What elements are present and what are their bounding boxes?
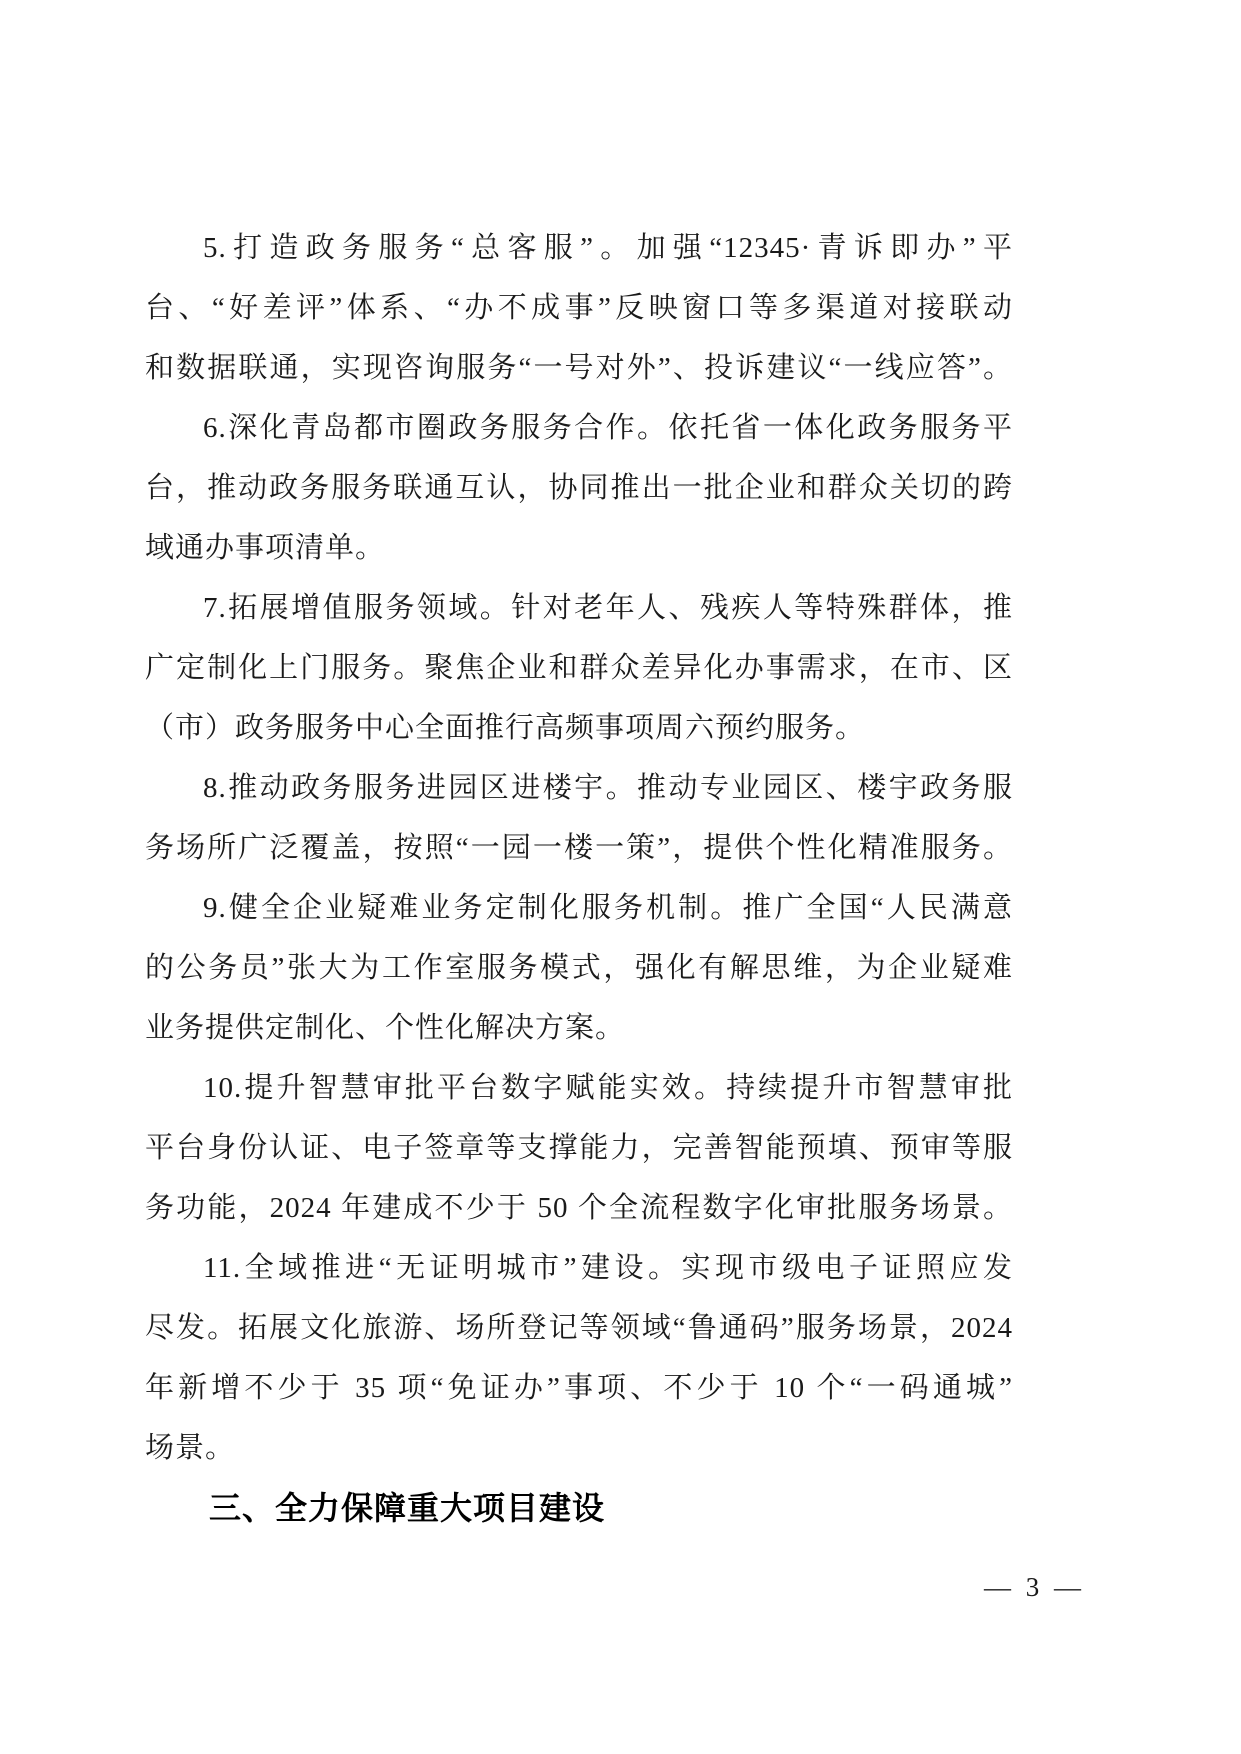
item-11-line-2: 尽发。拓展文化旅游、场所登记等领域“鲁通码”服务场景，2024	[145, 1312, 1013, 1344]
item-7-line-1: 7.拓展增值服务领域。针对老年人、残疾人等特殊群体，推	[203, 592, 1013, 624]
item-8-line-2: 务场所广泛覆盖，按照“一园一楼一策”，提供个性化精准服务。	[145, 832, 1013, 864]
item-9-line-1: 9.健全企业疑难业务定制化服务机制。推广全国“人民满意	[203, 892, 1013, 924]
item-5-line-1: 5.打造政务服务“总客服”。加强“12345·青诉即办”平	[203, 232, 1013, 264]
document-body	[145, 218, 1013, 1538]
item-7-line-2: 广定制化上门服务。聚焦企业和群众差异化办事需求，在市、区	[145, 652, 1013, 684]
item-8	[145, 758, 1013, 878]
item-8-line-1: 8.推动政务服务进园区进楼宇。推动专业园区、楼宇政务服	[203, 772, 1013, 804]
item-6-line-1: 6.深化青岛都市圈政务服务合作。依托省一体化政务服务平	[203, 412, 1013, 444]
item-5-line-3: 和数据联通，实现咨询服务“一号对外”、投诉建议“一线应答”。	[145, 352, 1013, 384]
item-9	[145, 878, 1013, 1058]
section-3-heading	[145, 1478, 1013, 1538]
item-9-line-2: 的公务员”张大为工作室服务模式，强化有解思维，为企业疑难	[145, 952, 1013, 984]
item-5-line-2: 台、“好差评”体系、“办不成事”反映窗口等多渠道对接联动	[145, 292, 1013, 324]
item-11-line-1: 11.全域推进“无证明城市”建设。实现市级电子证照应发	[203, 1252, 1013, 1284]
item-11-line-3: 年新增不少于 35 项“免证办”事项、不少于 10 个“一码通城”	[145, 1372, 1013, 1404]
item-5	[145, 218, 1013, 398]
item-6	[145, 398, 1013, 578]
item-10-line-2: 平台身份认证、电子签章等支撑能力，完善智能预填、预审等服	[145, 1132, 1013, 1164]
item-7	[145, 578, 1013, 758]
item-6-line-2: 台，推动政务服务联通互认，协同推出一批企业和群众关切的跨	[145, 472, 1013, 504]
item-10-line-3: 务功能，2024 年建成不少于 50 个全流程数字化审批服务场景。	[145, 1192, 1013, 1224]
item-11	[145, 1238, 1013, 1478]
item-7-line-3: （市）政务服务中心全面推行高频事项周六预约服务。	[145, 712, 866, 744]
page-number: — 3 —	[984, 1572, 1085, 1602]
item-10	[145, 1058, 1013, 1238]
item-6-line-3: 域通办事项清单。	[145, 532, 386, 564]
item-11-line-4: 场景。	[145, 1432, 236, 1464]
item-9-line-3: 业务提供定制化、个性化解决方案。	[145, 1012, 626, 1044]
item-10-line-1: 10.提升智慧审批平台数字赋能实效。持续提升市智慧审批	[203, 1072, 1013, 1104]
section-3-heading-line-1: 三、全力保障重大项目建设	[209, 1490, 606, 1526]
